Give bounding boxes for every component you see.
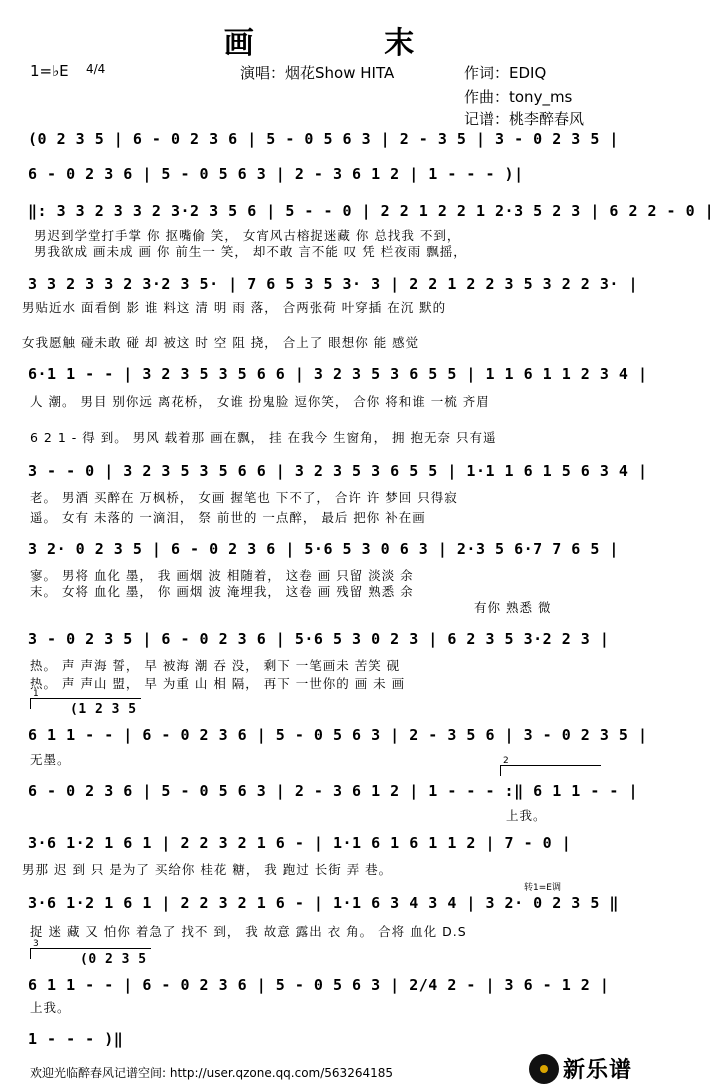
singer-credit: 演唱：烟花Show HITA <box>240 64 395 82</box>
lyric-line: 有你 熟悉 微 <box>474 600 552 615</box>
notation-row: 3·6 1·2 1 6 1 | 2 2 3 2 1 6 - | 1·1 6 1 6 1 1 2 | 7 - 0 | <box>28 834 572 852</box>
lyric-line: 人 潮。 男目 别你远 离花桥， 女谁 扮鬼脸 逗你笑， 合你 将和谁 一梳 齐眉 <box>30 394 490 409</box>
notation-row: ‖: 3 3 2 3 3 2 3·2 3 5 6 | 5 - - 0 | 2 2 1 2 2 1 2·3 5 2 3 | 6 2 2 - 0 | <box>28 202 714 220</box>
notation-row: 3 3 2 3 3 2 3·2 3 5· | 7 6 5 3 5 3· 3 | 2 2 1 2 2 3 5 3 2 2 3· | <box>28 275 638 293</box>
notation-row: 6·1 1 - - | 3 2 3 5 3 5 6 6 | 3 2 3 5 3 6 5 5 | 1 1 6 1 1 2 3 4 | <box>28 365 648 383</box>
composer-credit: 作曲：tony_ms <box>464 88 573 106</box>
lyric-line: 末。 女将 血化 墨， 你 画烟 波 淹埋我， 这卷 画 残留 熟悉 余 <box>30 584 414 599</box>
lyric-line: 女我愿触 碰未敢 碰 却 被这 时 空 阻 挠， 合上了 眼想你 能 感觉 <box>22 335 420 350</box>
notation-row: (0 2 3 5 | 6 - 0 2 3 6 | 5 - 0 5 6 3 | 2 - 3 5 | 3 - 0 2 3 5 | <box>28 130 619 148</box>
notation-row: 6 1 1 - - | 6 - 0 2 3 6 | 5 - 0 5 6 3 | 2 - 3 5 6 | 3 - 0 2 3 5 | <box>28 726 648 744</box>
key-change-mark: 转1=E调 <box>524 883 561 893</box>
lyricist-credit: 作词：EDIQ <box>464 64 547 82</box>
page-title: 画 末 <box>223 26 475 61</box>
time-signature: 4/4 <box>86 62 106 76</box>
notation-row: 6 - 0 2 3 6 | 5 - 0 5 6 3 | 2 - 3 6 1 2 | 1 - - - :‖ 6 1 1 - - | <box>28 782 638 800</box>
lyric-line: 捉 迷 藏 又 怕你 着急了 找不 到， 我 故意 露出 衣 角。 合将 血化 D.S <box>30 924 467 939</box>
notation-row: 3·6 1·2 1 6 1 | 2 2 3 2 1 6 - | 1·1 6 3 4 3 4 | 3 2· 0 2 3 5 ‖ <box>28 894 619 912</box>
lyric-line: 遥。 女有 未落的 一滴泪， 祭 前世的 一点醉， 最后 把你 补在画 <box>30 510 426 525</box>
volta-bracket: 1 <box>30 698 141 709</box>
notation-row: 6 1 1 - - | 6 - 0 2 3 6 | 5 - 0 5 6 3 | 2/4 2 - | 3 6 - 1 2 | <box>28 976 610 994</box>
lyric-line: 男我欲成 画未成 画 你 前生一 笑， 却不敢 言不能 叹 凭 栏夜雨 飘摇， <box>34 244 467 259</box>
notation-row: 3 - 0 2 3 5 | 6 - 0 2 3 6 | 5·6 5 3 0 2 3 | 6 2 3 5 3·2 2 3 | <box>28 630 610 648</box>
lyric-line: 男贴近水 面看倒 影 谁 料这 清 明 雨 落， 合两张荷 叶穿插 在沉 默的 <box>22 300 447 315</box>
key-signature: 1=♭E <box>30 62 69 80</box>
volta-bracket: 2 <box>500 765 601 776</box>
lyric-line: 上我。 <box>506 808 547 823</box>
lyric-line: (1 2 3 5 <box>70 702 137 717</box>
lyric-line: 寥。 男将 血化 墨， 我 画烟 波 相随着， 这卷 画 只留 淡淡 余 <box>30 568 414 583</box>
footer-text[interactable]: 欢迎光临醉春风记谱空间: http://user.qzone.qq.com/563264185 <box>30 1066 394 1080</box>
lyric-line: 上我。 <box>30 1000 71 1015</box>
lyric-line: 热。 声 声海 誓， 早 被海 潮 吞 没， 剩下 一笔画未 苦笑 砚 <box>30 658 401 673</box>
logo-text: 新乐谱 <box>562 1058 632 1083</box>
notation-row: 1 - - - )‖ <box>28 1030 124 1048</box>
volta-bracket: 3 <box>30 948 151 959</box>
lyric-line: 热。 声 声山 盟， 早 为重 山 相 隔， 再下 一世你的 画 未 画 <box>30 676 406 691</box>
site-logo <box>529 1053 632 1084</box>
notation-row: 6 - 0 2 3 6 | 5 - 0 5 6 3 | 2 - 3 6 1 2 | 1 - - - )| <box>28 165 524 183</box>
lyric-line: 无墨。 <box>30 752 71 767</box>
record-disc-icon <box>529 1054 559 1084</box>
transcriber-credit: 记谱：桃李醉春风 <box>464 110 585 128</box>
lyric-line: 老。 男酒 买醉在 万枫桥， 女画 握笔也 下不了， 合许 许 梦回 只得寂 <box>30 490 458 505</box>
notation-row: 3 2· 0 2 3 5 | 6 - 0 2 3 6 | 5·6 5 3 0 6 3 | 2·3 5 6·7 7 6 5 | <box>28 540 619 558</box>
lyric-line: 6 2 1 - 得 到。 男风 载着那 画在飘， 挂 在我今 生窗角， 拥 抱无奈 只有遥 <box>30 430 497 445</box>
notation-row: 3 - - 0 | 3 2 3 5 3 5 6 6 | 3 2 3 5 3 6 5 5 | 1·1 1 6 1 5 6 3 4 | <box>28 462 648 480</box>
lyric-line: 男那 迟 到 只 是为了 买给你 桂花 糖， 我 跑过 长街 弄 巷。 <box>22 862 393 877</box>
lyric-line: (0 2 3 5 <box>80 952 147 967</box>
lyric-line: 男迟到学堂打手掌 你 抠嘴偷 笑， 女宵风古榕捉迷藏 你 总找我 不到， <box>34 228 461 243</box>
